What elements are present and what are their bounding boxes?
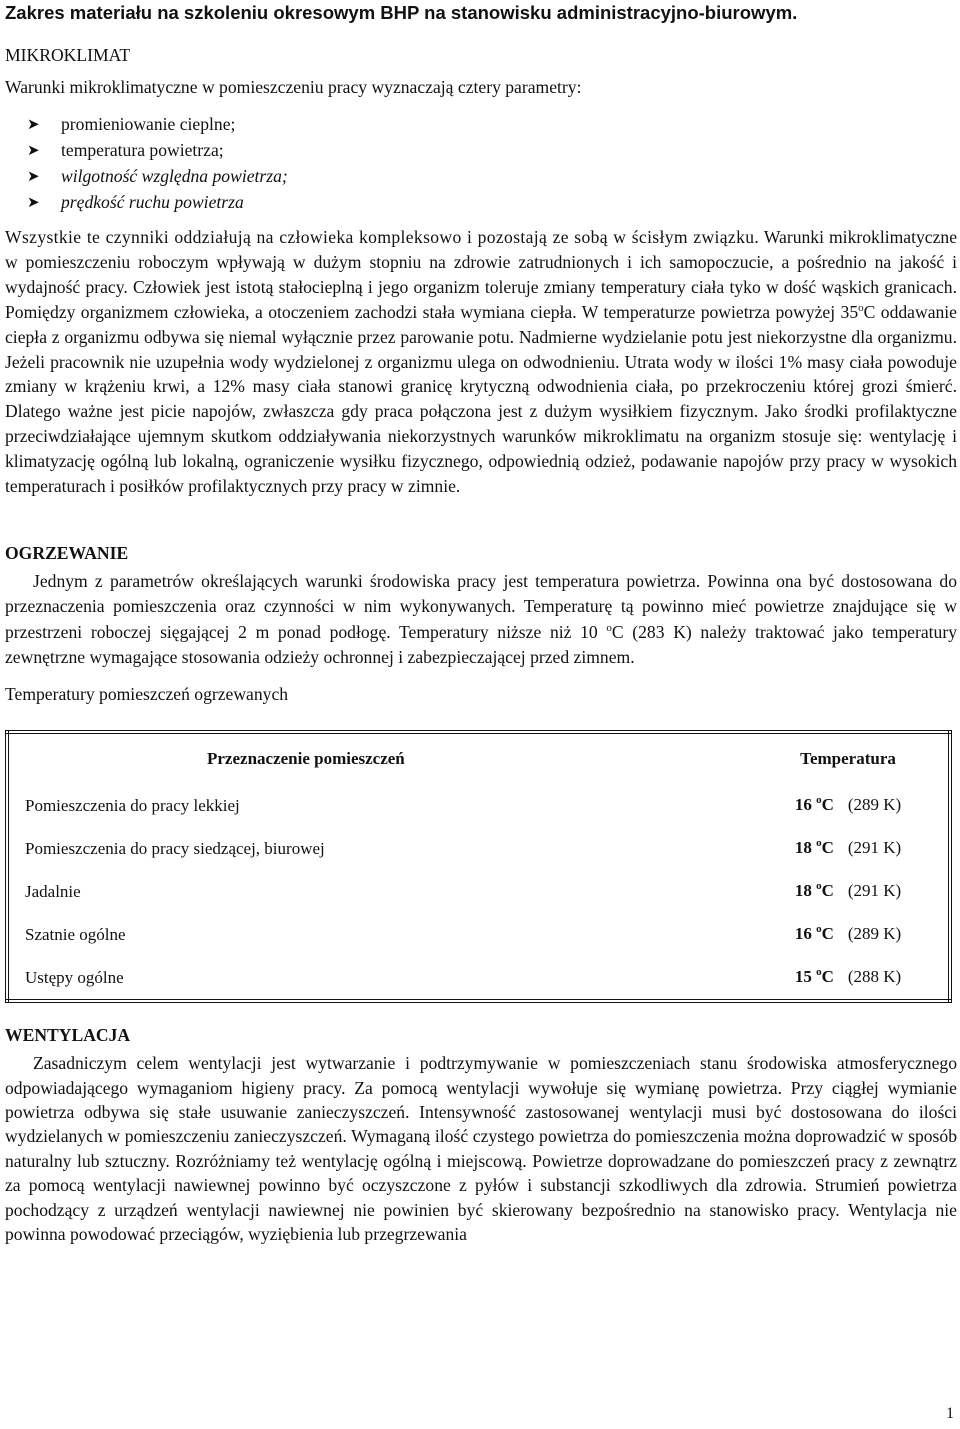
mikroklimat-paragraph-2b: C oddawanie ciepła z organizmu odbywa się niemal wyłącznie przez parowanie potu. Nadmierne wydzielanie potu jest niekorzystne dla organizmu. Jeżeli pracownik nie uzupełnia wody wydzielonej z organizmu ulega on odwodnieniu. Utrata wody w ilości 1% masy ciała powoduje zmiany w krążeniu krwi, a 12% masy ciała stanowi granicę krytyczną odwodnienia ciała, po przekroczeniu której grozi śmierć. Dlatego ważne jest picie napojów, zwłaszcza gdy praca połączona jest z dużym wysiłkiem fizycznym. Jako środki profilaktyczne przeciwdziałające ujemnym skutkom oddziaływania niekorzystnych warunków mikroklimatu na organizm stosuje się: wentylację i klimatyzację ogólną lub lokalną, ograniczenie wysiłku fizycznego, odpowiednią odzież, podawanie napojów przy pracy w wysokich temperaturach i posiłków profilaktycznych przy pracy w zimnie. [5, 301, 957, 497]
table-row [7, 956, 950, 1001]
celsius-value [795, 924, 834, 943]
kelvin-value: (291 K) [847, 837, 902, 857]
table-row [7, 784, 950, 827]
degree-sign: o [816, 879, 822, 892]
arrowhead-bullet-icon: ➤ [27, 115, 40, 133]
list-item-text: promieniowanie cieplne; [61, 114, 236, 134]
table-row [7, 870, 950, 913]
arrowhead-bullet-icon: ➤ [27, 141, 40, 159]
document-page [5, 0, 957, 1246]
degree-sign: o [606, 621, 612, 634]
room-name: Szatnie ogólne [25, 924, 126, 944]
celsius-unit: C [821, 923, 834, 943]
celsius-number: 18 [794, 880, 812, 900]
degree-sign: o [816, 922, 822, 935]
kelvin-value: (291 K) [847, 880, 902, 900]
ogrzewanie-paragraph-a: Jednym z parametrów określających warunki środowiska pracy jest temperatura powietrza. Powinna ona być dostosowana do przeznaczenia pomieszczenia oraz czynności w nim wykonywanych. Temperaturę tą powinno mieć powietrze znajdujące się w przestrzeni roboczej sięgającej 2 m ponad podłogę. Temperatury niższe niż 10 [5, 570, 957, 642]
celsius-value [795, 838, 834, 857]
celsius-unit: C [821, 966, 834, 986]
table-header-row [7, 732, 950, 784]
mikroklimat-intro: Warunki mikroklimatyczne w pomieszczeniu pracy wyznaczają cztery parametry: [5, 77, 582, 97]
temperature-cell [748, 870, 950, 913]
list-item [27, 111, 957, 137]
celsius-number: 16 [794, 794, 812, 814]
column-header-temperature: Temperatura [800, 749, 896, 769]
list-item [27, 163, 957, 189]
room-name: Pomieszczenia do pracy lekkiej [25, 795, 240, 815]
celsius-value [795, 795, 834, 814]
section-ogrzewanie [5, 541, 957, 1003]
temperature-cell [748, 784, 950, 827]
section-heading-wentylacja: WENTYLACJA [5, 1025, 131, 1046]
celsius-unit: C [821, 880, 834, 900]
column-header-room: Przeznaczenie pomieszczeń [207, 749, 405, 769]
temperature-cell [748, 913, 950, 956]
section-mikroklimat [5, 43, 957, 499]
degree-sign: o [816, 793, 822, 806]
degree-sign: o [858, 301, 864, 314]
section-wentylacja [5, 1023, 957, 1246]
parameter-list [5, 111, 957, 215]
celsius-unit: C [821, 837, 834, 857]
temperature-table [5, 730, 952, 1003]
table-row [7, 827, 950, 870]
arrowhead-bullet-icon: ➤ [27, 167, 40, 185]
list-item [27, 137, 957, 163]
list-item [27, 189, 957, 215]
ogrzewanie-paragraph-b: C (283 K) należy traktować jako temperatury zewnętrzne wymagające stosowania odzieży ochronnej i zabezpieczającej przed zimnem. [5, 621, 957, 667]
page-number: 1 [946, 1405, 954, 1422]
section-heading-mikroklimat: MIKROKLIMAT [5, 45, 131, 65]
room-name: Ustępy ogólne [25, 967, 124, 987]
kelvin-value: (289 K) [847, 794, 902, 814]
temperature-cell [748, 956, 950, 1001]
kelvin-value: (289 K) [847, 923, 902, 943]
wentylacja-paragraph: Zasadniczym celem wentylacji jest wytwarzanie i podtrzymywanie w pomieszczeniach stanu środowiska atmosferycznego odpowiadającego wymaganiom higieny pracy. Za pomocą wentylacji wywołuje się wymianę powietrza. Przy ciągłej wymianie powietrza odbywa się stałe usuwanie zanieczyszczeń. Intensywność zastosowanej wentylacji musi być dostosowana do ilości wydzielanych w pomieszczeniu zanieczyszczeń. Wymaganą ilość czystego powietrza do pomieszczenia można doprowadzić w sposób naturalny lub sztuczny. Rozróżniamy też wentylację ogólną i miejscową. Powietrze doprowadzane do pomieszczeń pracy z zewnątrz za pomocą wentylacji nawiewnej powinno być oczyszczone z pyłów i substancji szkodliwych dla zdrowia. Strumień powietrza pochodzący z urządzeń wentylacji nawiewnej nie powinien być skierowany bezpośrednio na stanowisko pracy. Wentylacja nie powinna powodować przeciągów, wyziębienia lub przegrzewania [5, 1053, 957, 1244]
room-name: Jadalnie [25, 881, 81, 901]
celsius-value [795, 881, 834, 900]
temperature-cell [748, 827, 950, 870]
kelvin-value: (288 K) [847, 966, 902, 986]
arrowhead-bullet-icon: ➤ [27, 193, 40, 211]
section-heading-ogrzewanie: OGRZEWANIE [5, 542, 129, 563]
mikroklimat-paragraph-2a: Warunki mikroklimatyczne w pomieszczeniu roboczym wpływają w dużym stopniu na zdrowie zatrudnionych i ich samopoczucie, a pośrednio na jakość i wydajność pracy. Człowiek jest istotą stałocieplną i jego organizm toleruje zmiany temperatury ciała tyko w dość wąskich granicach. Pomiędzy organizmem człowieka, a otoczeniem zachodzi stała wymiana ciepła. W temperaturze powietrza powyżej 35 [5, 227, 958, 322]
list-item-text: prędkość ruchu powietrza [61, 192, 244, 212]
table-row [7, 913, 950, 956]
celsius-unit: C [821, 794, 834, 814]
list-item-text: temperatura powietrza; [61, 140, 224, 160]
mikroklimat-paragraph-1: Wszystkie te czynniki oddziałują na człowieka kompleksowo i pozostają ze sobą w ścisłym związku. [5, 227, 760, 247]
document-title: Zakres materiału na szkoleniu okresowym BHP na stanowisku administracyjno-biurowym. [5, 2, 798, 23]
celsius-number: 18 [794, 837, 812, 857]
table-caption: Temperatury pomieszczeń ogrzewanych [5, 684, 289, 705]
celsius-number: 15 [794, 966, 812, 986]
mikroklimat-body [5, 225, 957, 499]
room-name: Pomieszczenia do pracy siedzącej, biurowej [25, 838, 325, 858]
degree-sign: o [816, 965, 822, 978]
celsius-number: 16 [794, 923, 812, 943]
degree-sign: o [816, 836, 822, 849]
ogrzewanie-paragraph [5, 569, 957, 670]
list-item-text: wilgotność względna powietrza; [61, 166, 288, 186]
celsius-value [795, 967, 834, 986]
